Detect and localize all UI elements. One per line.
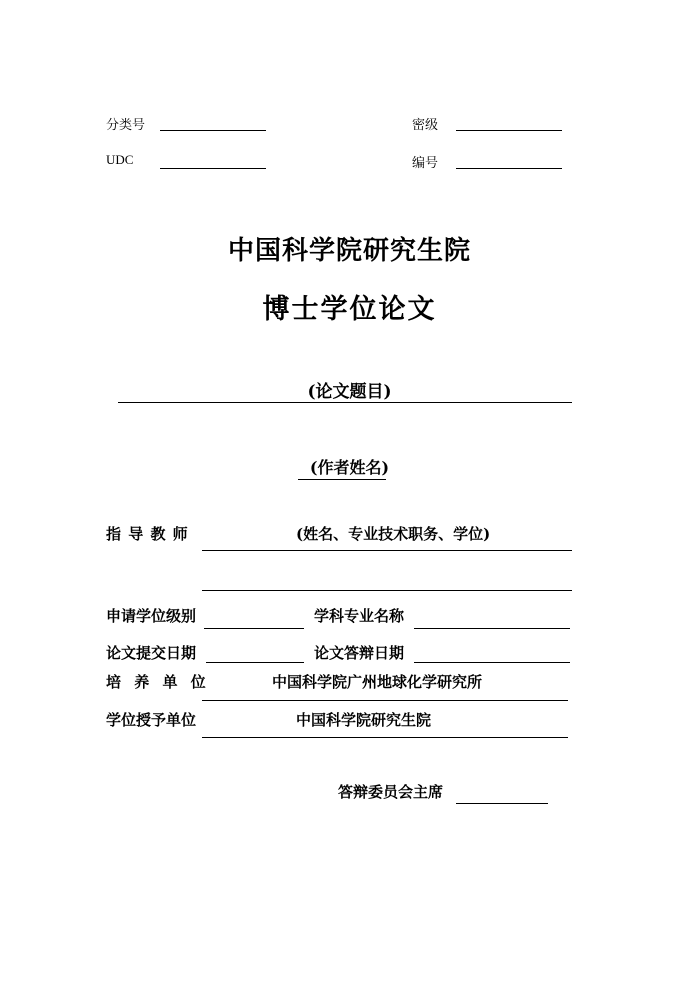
submit-date-label: 论文提交日期 <box>106 644 197 662</box>
degree-title: 博士学位论文 <box>262 294 437 325</box>
granting-unit-value: 中国科学院研究生院 <box>296 711 432 729</box>
secret-level-field[interactable] <box>456 130 562 131</box>
advisor-hint: (姓名、专业技术职务、学位) <box>296 525 491 543</box>
category-number-field[interactable] <box>160 130 266 131</box>
advisor-line-2[interactable] <box>202 590 572 591</box>
granting-unit-line[interactable] <box>202 737 568 738</box>
thesis-title-line[interactable] <box>118 402 572 403</box>
training-unit-line[interactable] <box>202 700 568 701</box>
degree-level-label: 申请学位级别 <box>106 607 197 625</box>
institution-title: 中国科学院研究生院 <box>227 236 471 266</box>
serial-number-field[interactable] <box>456 168 562 169</box>
category-number-label: 分类号 <box>106 118 146 133</box>
secret-level-label: 密级 <box>412 118 439 133</box>
major-field[interactable] <box>414 628 570 629</box>
degree-level-field[interactable] <box>204 628 304 629</box>
granting-unit-label: 学位授予单位 <box>106 711 197 729</box>
defense-date-field[interactable] <box>414 662 570 663</box>
defense-date-label: 论文答辩日期 <box>314 644 405 662</box>
submit-date-field[interactable] <box>206 662 304 663</box>
committee-chair-label: 答辩委员会主席 <box>338 783 444 801</box>
udc-label: UDC <box>106 152 134 167</box>
advisor-label: 指 导 教 师 <box>106 525 189 543</box>
advisor-line-1[interactable] <box>202 550 572 551</box>
training-unit-value: 中国科学院广州地球化学研究所 <box>272 673 483 691</box>
serial-number-label: 编号 <box>412 156 439 171</box>
author-name-placeholder: (作者姓名) <box>309 458 390 477</box>
author-name-line[interactable] <box>298 479 386 480</box>
major-label: 学科专业名称 <box>314 607 405 625</box>
udc-field[interactable] <box>160 168 266 169</box>
training-unit-label: 培 养 单 位 <box>106 673 210 691</box>
thesis-title-placeholder: (论文题目) <box>307 382 392 402</box>
committee-chair-field[interactable] <box>456 803 548 804</box>
